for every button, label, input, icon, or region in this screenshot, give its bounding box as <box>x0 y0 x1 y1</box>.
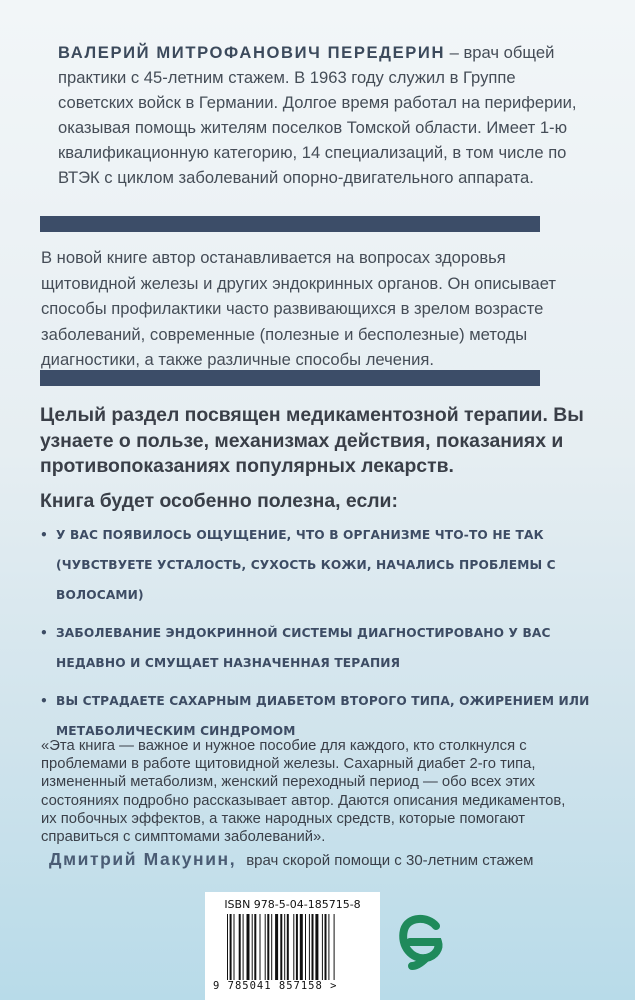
benefits-lead: Книга будет особенно полезна, если: <box>40 489 398 512</box>
benefit-text: ВЫ СТРАДАЕТЕ САХАРНЫМ ДИАБЕТОМ ВТОРОГО ТИПА, ОЖИРЕНИЕМ ИЛИ МЕТАБОЛИЧЕСКИМ СИНДРОМОМ <box>56 694 590 738</box>
author-name: ВАЛЕРИЙ МИТРОФАНОВИЧ ПЕРЕДЕРИН <box>58 43 446 62</box>
isbn-barcode <box>205 892 380 1000</box>
author-bio <box>58 40 578 190</box>
barcode-bar <box>293 914 294 980</box>
barcode-bar <box>260 914 261 980</box>
review-quote: «Эта книга — важное и нужное пособие для каждого, кто столкнулся с проблемами в работе щитовидной железы. Сахарный диабет 2-го типа, измененный метаболизм, женский переходный период — обо всех этих состояниях подробно рассказывает автор. Даются описания медикаментов, их побочных эффектов, а также народных средств, которые помогают справиться с симптомами заболеваний». <box>41 738 566 846</box>
barcode-bar <box>254 914 256 980</box>
bullet-icon: • <box>40 528 48 542</box>
benefit-text: ЗАБОЛЕВАНИЕ ЭНДОКРИННОЙ СИСТЕМЫ ДИАГНОСТИРОВАНО У ВАС НЕДАВНО И СМУЩАЕТ НАЗНАЧЕННАЯ ТЕРАПИЯ <box>56 626 551 670</box>
barcode-bar <box>234 914 235 980</box>
barcode-bar <box>325 914 327 980</box>
barcode-bar <box>243 914 244 980</box>
barcode-bar <box>227 914 228 980</box>
barcode-bars <box>227 914 367 980</box>
barcode-bar <box>300 914 303 980</box>
divider-rule-top <box>40 216 540 232</box>
barcode-bar <box>280 914 282 980</box>
barcode-bar <box>305 914 306 980</box>
barcode-bar <box>322 914 323 980</box>
barcode-bar <box>315 914 318 980</box>
benefit-list <box>40 520 600 754</box>
barcode-bar <box>287 914 289 980</box>
quote-author-name: Дмитрий Макунин, <box>49 849 237 869</box>
barcode-bar <box>271 914 272 980</box>
isbn-digits: 9 785041 857158 > <box>213 980 338 992</box>
barcode-bar <box>309 914 310 980</box>
book-about: В новой книге автор останавливается на вопросах здоровья щитовидной железы и других эндокринных органов. Он описывает способы профилактики часто развивающихся в зрелом возрасте заболеваний, современные (полезные и бесполезные) методы диагностики, а также различные способы лечения. <box>41 248 556 369</box>
barcode-bar <box>247 914 250 980</box>
benefit-text: У ВАС ПОЯВИЛОСЬ ОЩУЩЕНИЕ, ЧТО В ОРГАНИЗМЕ ЧТО-ТО НЕ ТАК (ЧУВСТВУЕТЕ УСТАЛОСТЬ, СУХОСТЬ КОЖИ, НАЧАЛИСЬ ПРОБЛЕМЫ С ВОЛОСАМИ) <box>56 528 556 602</box>
barcode-bar <box>230 914 232 980</box>
benefit-item <box>40 520 600 610</box>
therapy-intro: Целый раздел посвящен медикаментозной терапии. Вы узнаете о пользе, механизмах действия, показаниях и противопоказаниях популярных лекарств. <box>40 404 584 478</box>
barcode-bar <box>312 914 314 980</box>
author-bio-text: – врач общей практики с 45-летним стажем. В 1963 году служил в Группе советских войск в Германии. Долгое время работал на периферии, оказывая помощь жителям поселков Томской области. Имеет 1-ю квалификационную категорию, 14 специализаций, в том числе по ВТЭК с циклом заболеваний опорно-двигательного аппарата. <box>58 43 577 187</box>
barcode-bar <box>328 914 329 980</box>
therapy-section <box>40 403 600 514</box>
barcode-bar <box>265 914 266 980</box>
quote-author-role: врач скорой помощи с 30-летним стажем <box>246 852 534 869</box>
barcode-bar <box>252 914 253 980</box>
barcode-bar <box>275 914 278 980</box>
eksmo-logo-icon <box>396 912 446 970</box>
barcode-bar <box>267 914 269 980</box>
benefit-item <box>40 618 600 678</box>
isbn-label: ISBN 978-5-04-185715-8 <box>224 898 361 911</box>
barcode-bar <box>334 914 335 980</box>
barcode-bar <box>239 914 241 980</box>
divider-rule-middle <box>40 370 540 386</box>
barcode-bar <box>284 914 285 980</box>
quote-signature <box>49 849 534 870</box>
barcode-bar <box>296 914 298 980</box>
bullet-icon: • <box>40 694 48 708</box>
bullet-icon: • <box>40 626 48 640</box>
